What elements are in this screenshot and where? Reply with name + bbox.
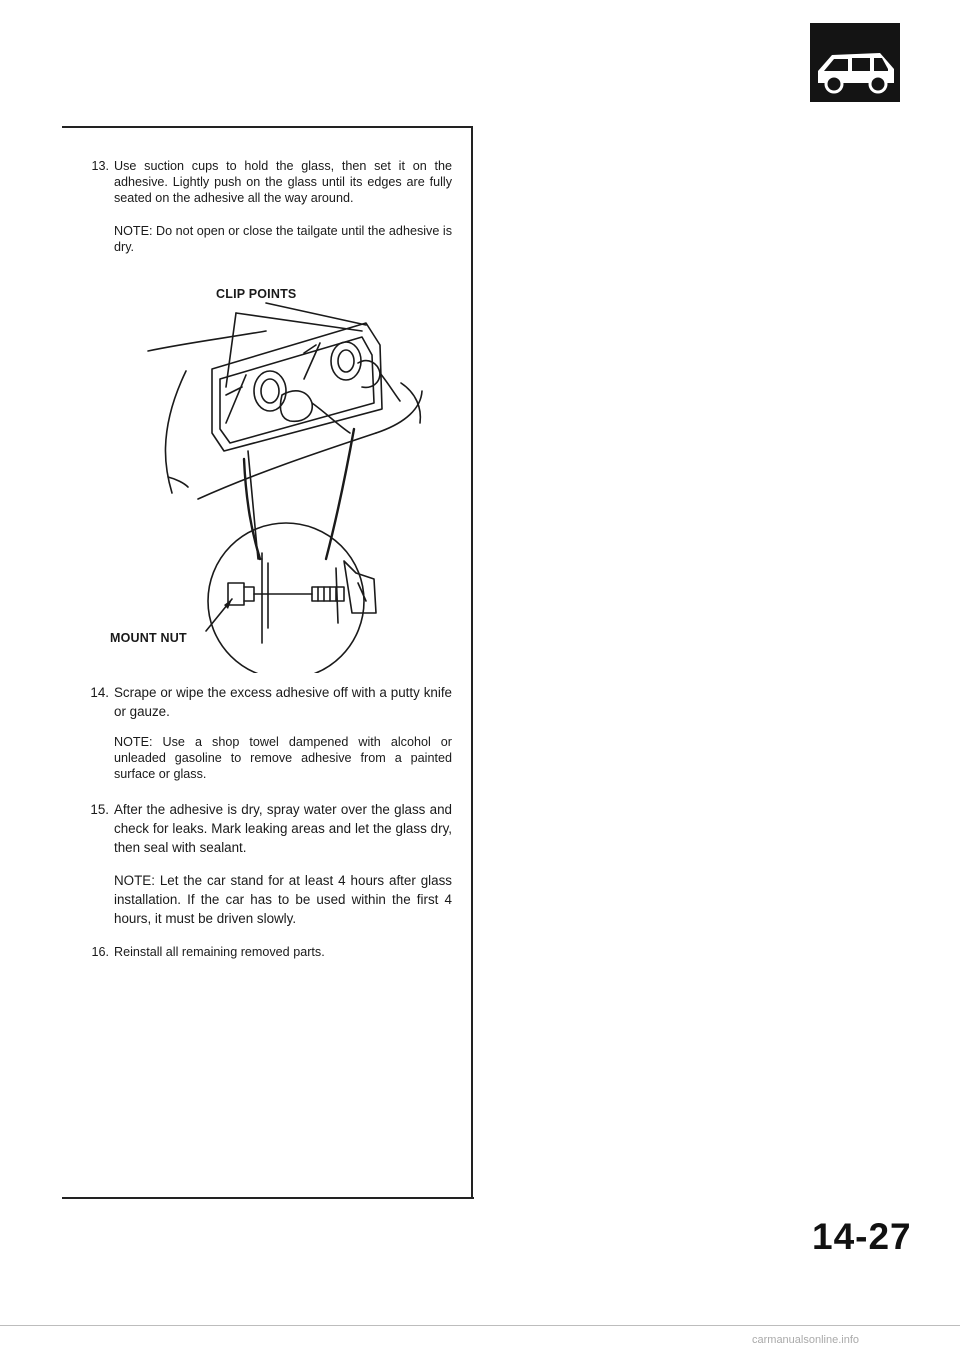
step-15 xyxy=(76,800,452,928)
step-text: Scrape or wipe the excess adhesive off with a putty knife or gauze. xyxy=(114,685,452,719)
step-number: 14. xyxy=(90,685,109,700)
step-13 xyxy=(76,158,452,255)
page-number: 14-27 xyxy=(812,1216,912,1257)
bottom-rule xyxy=(62,1197,474,1199)
footer-rule xyxy=(0,1325,960,1326)
step-text: Use suction cups to hold the glass, then set it on the adhesive. Lightly push on the glass until its edges are fully seated on the adhesive all the way around. xyxy=(114,159,452,205)
glass-installation-illustration xyxy=(76,283,452,673)
clip-points-label: CLIP POINTS xyxy=(216,287,297,301)
step-note: NOTE: Use a shop towel dampened with alcohol or unleaded gasoline to remove adhesive from a painted surface or glass. xyxy=(114,735,452,781)
footer-watermark: carmanualsonline.info xyxy=(752,1334,860,1346)
step-14 xyxy=(76,683,452,782)
step-text: After the adhesive is dry, spray water over the glass and check for leaks. Mark leaking areas and let the glass dry, then seal with sealant. xyxy=(114,802,452,855)
instruction-column xyxy=(76,158,452,960)
step-text: Reinstall all remaining removed parts. xyxy=(114,945,325,959)
step-number: 16. xyxy=(91,945,109,959)
step-number: 13. xyxy=(91,159,109,173)
mount-nut-label: MOUNT NUT xyxy=(110,631,187,645)
top-rule xyxy=(62,126,472,128)
step-16 xyxy=(76,944,452,960)
step-note: NOTE: Let the car stand for at least 4 hours after glass installation. If the car has to be used within the first 4 hours, it must be driven slowly. xyxy=(114,873,452,926)
column-right-rule xyxy=(471,126,473,1198)
car-body-icon xyxy=(810,23,900,102)
step-note: NOTE: Do not open or close the tailgate until the adhesive is dry. xyxy=(114,224,452,254)
step-number: 15. xyxy=(90,802,109,817)
tailgate-glass-figure xyxy=(76,283,452,673)
